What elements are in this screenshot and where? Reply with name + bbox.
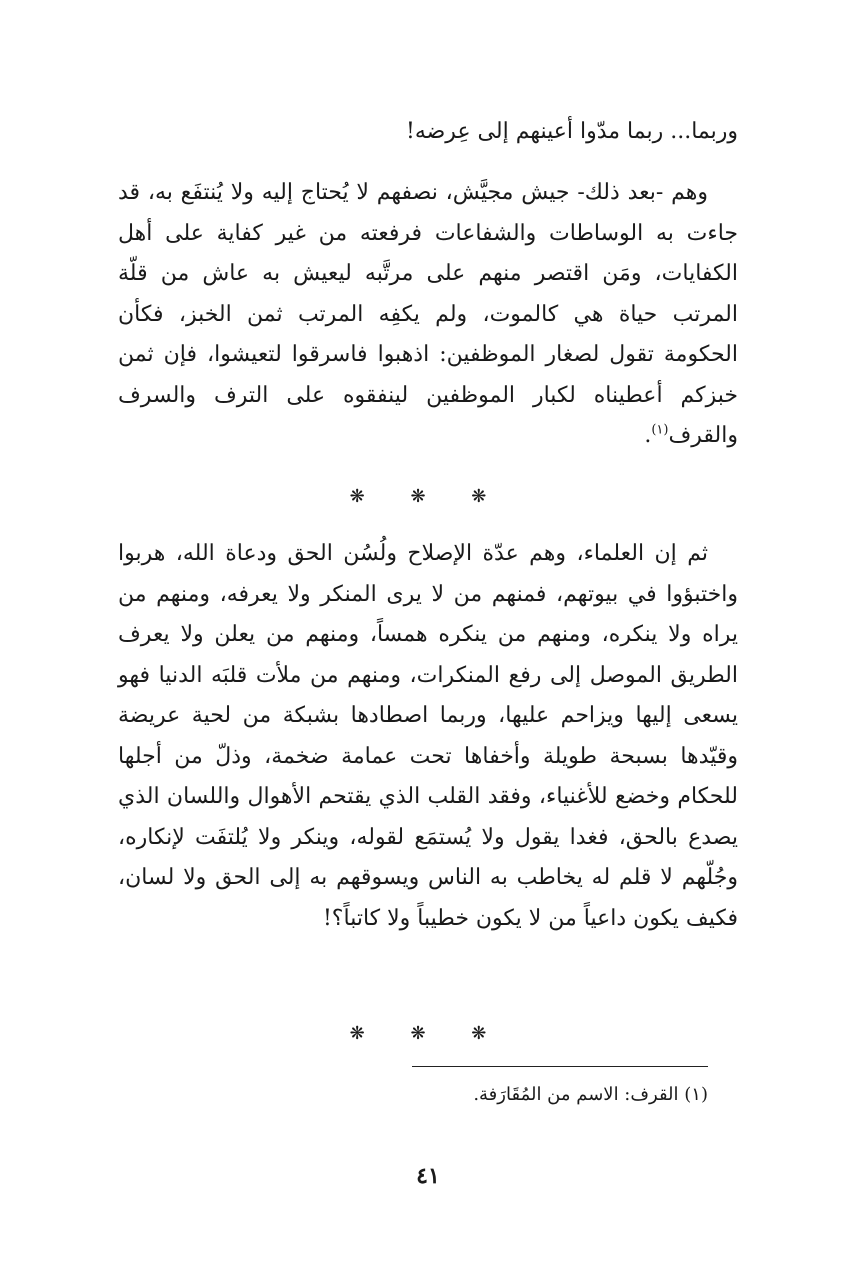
footnote-reference[interactable]: (١) [651, 422, 669, 438]
paragraph-2-text: ثم إن العلماء، وهم عدّة الإصلاح ولُسُن الحق ودعاة الله، هربوا واختبؤوا في بيوتهم، فمنهم من لا يرى المنكر ولا يعرفه، ومنهم من يراه ولا ينكره، ومنهم من ينكره همساً، ومنهم من يعلن ولا يعرف الطريق الموصل إلى رفع المنكرات، ومنهم من ملأت قلبَه الدنيا فهو يسعى إليها ويزاحم عليها، وربما اصطادها بشبكة من لحية عريضة وقيّدها بسبحة طويلة وأخفاها تحت عمامة ضخمة، وذلّ من أجلها للحكام وخضع للأغنياء، وفقد القلب الذي يقتحم الأهوال واللسان الذي يصدع بالحق، فغدا يقول ولا يُستمَع لقوله، وينكر ولا يُلتفَت لإنكاره، وجُلّهم لا قلم له يخاطب به الناس ويسوقهم به إلى الحق ولا لسان، فكيف يكون داعياً من لا يكون خطيباً ولا كاتباً؟! [118, 541, 738, 931]
footnote: (١) القرف: الاسم من المُقَارَفة. [473, 1084, 708, 1105]
paragraph-1-text: وهم -بعد ذلك- جيش مجيَّش، نصفهم لا يُحتاج إليه ولا يُنتفَع به، قد جاءت به الوساطات والشفاعات فرفعته من غير كفاية على أهل الكفايات، ومَن اقتصر منهم على مرتَّبه ليعيش به عاش من قلّة المرتب حياة هي كالموت، ولم يكفِه المرتب ثمن الخبز، فكأن الحكومة تقول لصغار الموظفين: اذهبوا فاسرقوا لتعيشوا، فإن ثمن خبزكم أعطيناه لكبار الموظفين لينفقوه على الترف والسرف والقرف [118, 180, 738, 448]
paragraph-1-ending: . [644, 423, 652, 448]
opening-line-text: وربما... ربما مدّوا أعينهم إلى عِرضه! [405, 119, 738, 144]
section-separator-bottom: ❋ ❋ ❋ [349, 1023, 507, 1044]
section-separator-top: ❋ ❋ ❋ [349, 486, 507, 507]
paragraph-2 [118, 534, 738, 939]
footnote-divider [412, 1066, 708, 1067]
paragraph-1 [118, 173, 738, 457]
page-number: ٤١ [416, 1163, 440, 1189]
opening-line [118, 112, 738, 153]
